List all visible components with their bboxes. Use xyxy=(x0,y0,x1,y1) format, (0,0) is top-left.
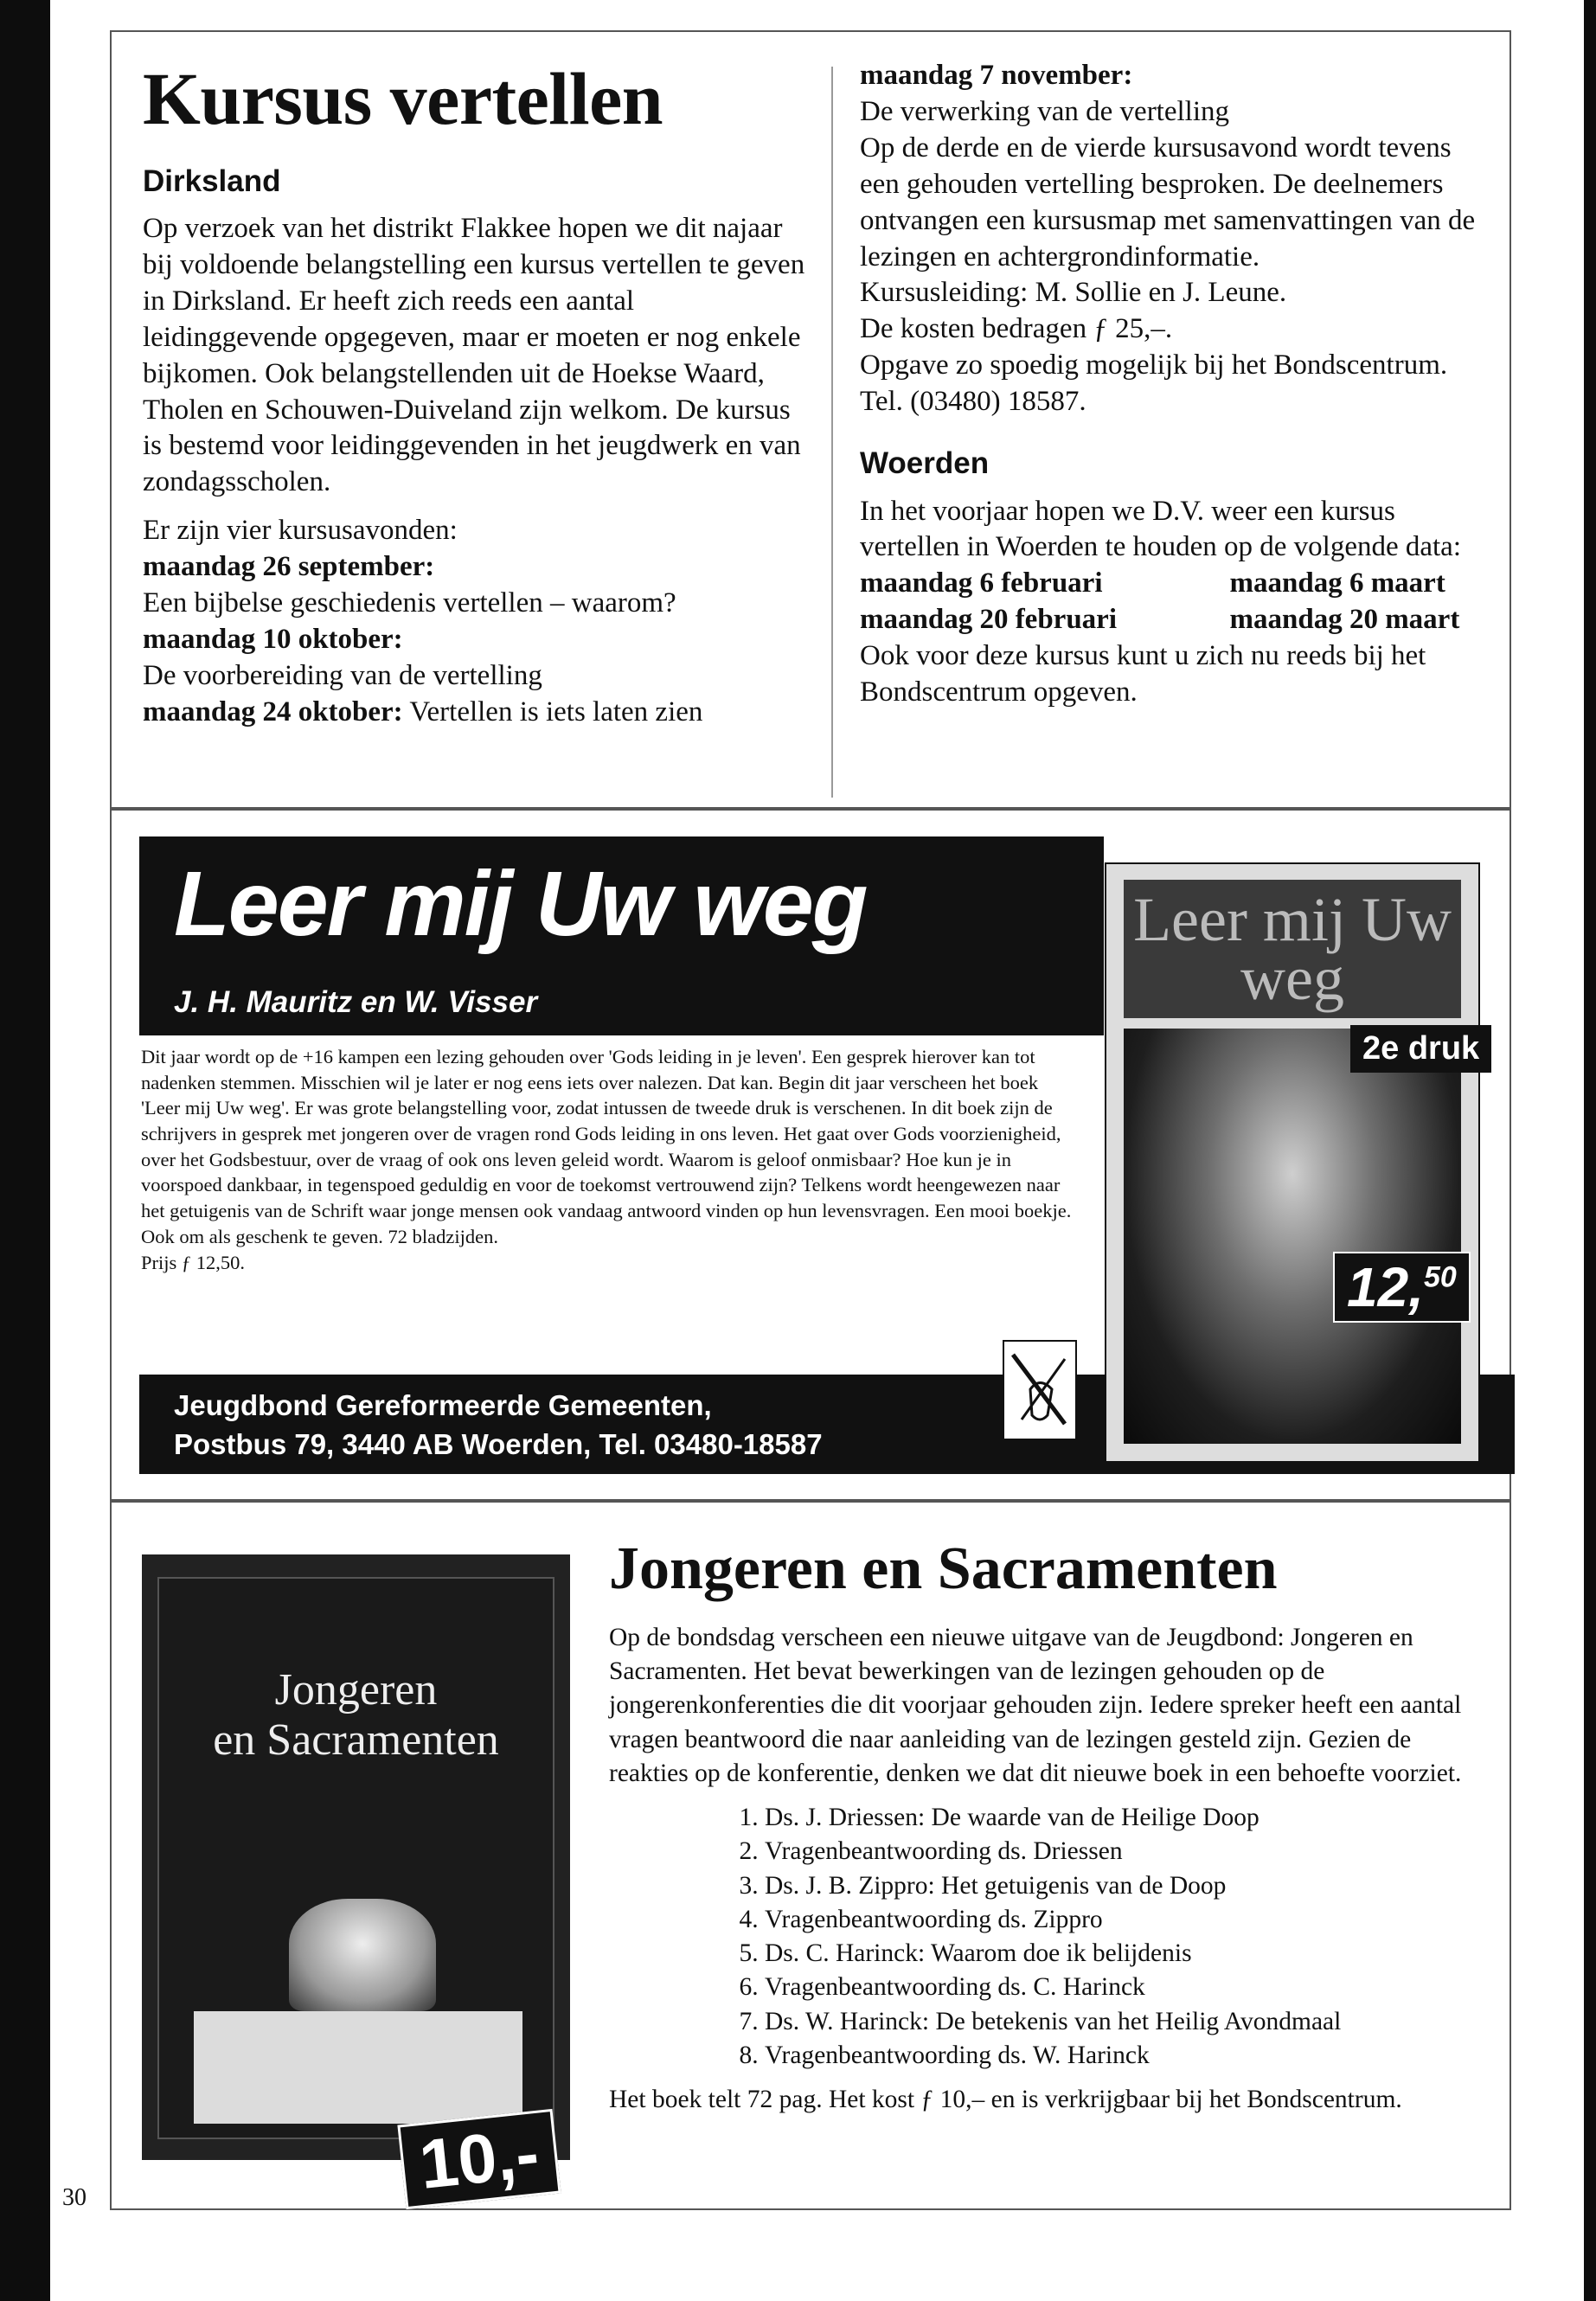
kursus-extra: Op de derde en de vierde kursusavond wordt tevens een gehouden vertelling besproken. De deelnemers ontvangen een kursusmap met samenvattingen van de lezingen en achtergrondinformatie. xyxy=(860,131,1476,272)
session-line: maandag 24 oktober: Vertellen is iets laten zien xyxy=(143,695,703,727)
ad-authors: J. H. Mauritz en W. Visser xyxy=(174,985,538,1019)
leer-mij-uw-weg-ad xyxy=(110,809,1511,1501)
jongeren-intro: Op de bondsdag verscheen een nieuwe uitgave van de Jeugdbond: Jongeren en Sacramenten. Het bevat bewerkingen van de lezingen gehouden op de jongerenkonferenties die dit voorjaar gehouden zijn. Iedere spreker heeft een aantal vragen beantwoord die naar aanleiding van de lezingen gesteld zijn. Gezien de reakties op de konferentie, denken we dat dit nieuwe boek in een behoefte voorziet. xyxy=(609,1624,1462,1787)
woerden-date: maandag 6 maart xyxy=(1229,567,1445,599)
avonden-intro: Er zijn vier kursusavonden: xyxy=(143,515,458,547)
ad-description: Dit jaar wordt op de +16 kampen een lezing gehouden over 'Gods leiding in je leven'. Een gesprek hierover kan tot nadenken stemmen. Misschien wil je later er nog eens iets over nalezen. Dat kan. Begin dit jaar verscheen het boek 'Leer mij Uw weg'. Er was grote belangstelling voor, zodat intussen de tweede druk is verschenen. In dit boek zijn de schrijvers in gesprek met jongeren over de vragen rond Gods leiding in ons leven. Het gaat over Gods voorzienigheid, over het Godsbestuur, over de vraag of ook ons leven geleid wordt. Waarom is geloof onmisbaar? Hoe kun je in voorspoed dankbaar, in tegenspoed geduldig en voor de toekomst vertrouwend zijn? Telkens wordt heengewezen naar het getuigenis van de Schrift waar jonge mensen ook vandaag antwoord vinden op hun levensvragen. Een mooi boekje. Ook om als geschenk te geven. 72 bladzijden. xyxy=(141,1046,1072,1247)
kursus-intro: Op verzoek van het distrikt Flakkee hopen we dit najaar bij voldoende belangstelling een kursus vertellen te geven in Dirksland. Er heeft zich reeds een aantal leidinggevende opgegeven, maar er moeten er nog enkele bijkomen. Ook belangstellenden uit de Hoekse Waard, Tholen en Schouwen-Duiveland zijn welkom. De kursus is bestemd voor leidinggevenden in het jeugdwerk en van zondagsscholen. xyxy=(143,213,805,498)
price-badge: 10,- xyxy=(397,2109,561,2209)
woerden-intro: In het voorjaar hopen we D.V. weer een kursus vertellen in Woerden te houden op de volgende data: xyxy=(860,495,1461,563)
woerden-date: maandag 20 maart xyxy=(1229,604,1460,636)
ad-header xyxy=(139,836,1104,1035)
page-number: 30 xyxy=(62,2184,87,2211)
list-item: 2. Vragenbeantwoording ds. Driessen xyxy=(765,1835,1483,1868)
edition-badge: 2e druk xyxy=(1350,1025,1491,1073)
price-badge: 12,50 xyxy=(1333,1252,1471,1323)
session-topic: De verwerking van de vertelling xyxy=(860,95,1230,127)
list-item: 7. Ds. W. Harinck: De betekenis van het Heilig Avondmaal xyxy=(765,2005,1483,2039)
column-divider xyxy=(831,67,833,798)
dirksland-heading: Dirksland xyxy=(143,163,281,198)
ad-body xyxy=(141,1044,1075,1275)
woerden-date: maandag 6 februari xyxy=(860,567,1103,599)
left-margin-bar xyxy=(0,0,50,2301)
jongeren-title: Jongeren en Sacramenten xyxy=(609,1535,1278,1602)
jeugdbond-logo-icon xyxy=(1003,1340,1077,1440)
session-date: maandag 26 september: xyxy=(143,551,435,583)
table-image xyxy=(194,2011,522,2124)
chalice-icon xyxy=(289,1899,436,2011)
kursus-opgave: Opgave zo spoedig mogelijk bij het Bondscentrum. Tel. (03480) 18587. xyxy=(860,349,1448,418)
list-item: 6. Vragenbeantwoording ds. C. Harinck xyxy=(765,1971,1483,2004)
ad-title: Leer mij Uw weg xyxy=(174,853,867,955)
ad-address xyxy=(174,1387,823,1464)
jongeren-en-sacramenten-panel xyxy=(110,1501,1511,2210)
list-item: 8. Vragenbeantwoording ds. W. Harinck xyxy=(765,2039,1483,2073)
kursus-left-column xyxy=(143,58,809,731)
kursus-vertellen-panel xyxy=(110,30,1511,809)
session-date: maandag 10 oktober: xyxy=(143,624,403,655)
list-item: 4. Vragenbeantwoording ds. Zippro xyxy=(765,1903,1483,1937)
jongeren-article xyxy=(609,1535,1483,2117)
right-margin-bar xyxy=(1584,0,1596,2301)
ad-price-line: Prijs ƒ 12,50. xyxy=(141,1251,246,1273)
book-cover-title: Leer mij Uw weg xyxy=(1133,885,1452,1014)
kursus-leiding: Kursusleiding: M. Sollie en J. Leune. xyxy=(860,277,1287,309)
book-cover-header xyxy=(1124,880,1461,1018)
book-cover-forest-image xyxy=(1124,1029,1461,1444)
kursus-kosten: De kosten bedragen ƒ 25,–. xyxy=(860,313,1173,345)
list-item: 5. Ds. C. Harinck: Waarom doe ik belijdenis xyxy=(765,1937,1483,1971)
list-item: 1. Ds. J. Driessen: De waarde van de Heilige Doop xyxy=(765,1801,1483,1835)
session-topic: Een bijbelse geschiedenis vertellen – waarom? xyxy=(143,587,676,619)
woerden-dates xyxy=(860,566,1496,638)
list-item: 3. Ds. J. B. Zippro: Het getuigenis van de Doop xyxy=(765,1869,1483,1903)
session-date: maandag 7 november: xyxy=(860,60,1133,91)
kursus-right-column xyxy=(860,58,1496,711)
book-cover-frame xyxy=(157,1577,554,2139)
jongeren-contents-list xyxy=(730,1801,1483,2073)
jongeren-outro: Het boek telt 72 pag. Het kost ƒ 10,– en is verkrijgbaar bij het Bondscentrum. xyxy=(609,2086,1402,2114)
woerden-date: maandag 20 februari xyxy=(860,604,1117,636)
book-cover-title: Jongeren en Sacramenten xyxy=(213,1665,499,1766)
kursus-title: Kursus vertellen xyxy=(143,57,663,140)
book-cover-leer-mij-uw-weg xyxy=(1105,862,1480,1463)
address-line: Jeugdbond Gereformeerde Gemeenten, xyxy=(174,1389,712,1421)
woerden-heading: Woerden xyxy=(860,446,990,481)
woerden-outro: Ook voor deze kursus kunt u zich nu reeds bij het Bondscentrum opgeven. xyxy=(860,640,1426,708)
session-topic: De voorbereiding van de vertelling xyxy=(143,659,542,691)
book-cover-jongeren xyxy=(142,1554,570,2160)
address-line: Postbus 79, 3440 AB Woerden, Tel. 03480-18587 xyxy=(174,1427,823,1460)
